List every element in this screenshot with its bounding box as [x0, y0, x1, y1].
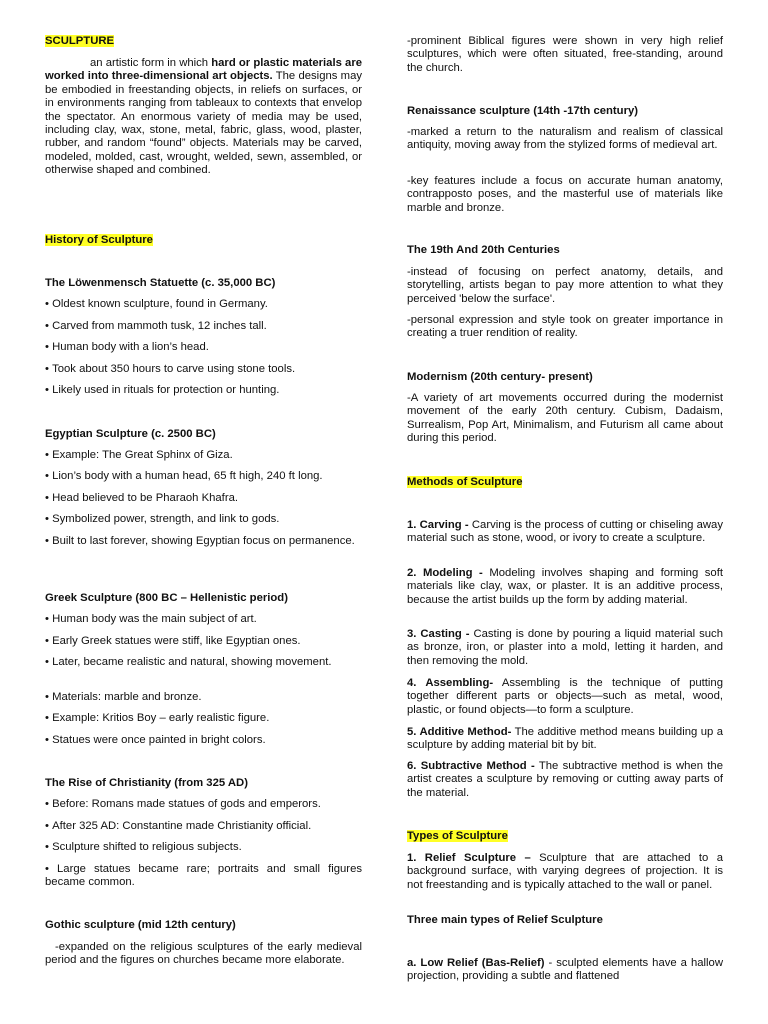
list-item: • Built to last forever, showing Egyptian focus on permanence.: [45, 535, 362, 548]
method-item: 4. Assembling- Assembling is the technique of putting together different parts or objects—such as metal, wood, plastic, or found objects—to form a sculpture.: [407, 677, 723, 716]
history-heading: History of Sculpture: [45, 234, 153, 246]
list-item: • Early Greek statues were stiff, like Egyptian ones.: [45, 635, 362, 648]
list-item: • Materials: marble and bronze.: [45, 691, 362, 704]
list-item: • After 325 AD: Constantine made Christianity official.: [45, 820, 362, 833]
document-title: SCULPTURE: [45, 35, 115, 47]
modernism-paragraph: -A variety of art movements occurred during the modernist movement of the early 20th century. Cubism, Dadaism, Surrealism, Pop Art, Minimalism, and Futurism all came about during this period.: [407, 392, 723, 445]
list-item: • Oldest known sculpture, found in Germany.: [45, 298, 362, 311]
list-item: • Symbolized power, strength, and link to gods.: [45, 513, 362, 526]
greek-heading: Greek Sculpture (800 BC – Hellenistic period): [45, 592, 288, 604]
list-item: • Likely used in rituals for protection or hunting.: [45, 384, 362, 397]
list-item: • Human body with a lion’s head.: [45, 341, 362, 354]
list-item: • Carved from mammoth tusk, 12 inches tall.: [45, 320, 362, 333]
relief-sculpture-item: 1. Relief Sculpture – Sculpture that are attached to a background surface, with varying degrees of projection. It is not freestanding and is typically attached to the wall or panel.: [407, 852, 723, 891]
method-item: 1. Carving - Carving is the process of cutting or chiseling away material such as stone, wood, or ivory to create a sculpture.: [407, 519, 723, 545]
list-item: • Large statues became rare; portraits and small figures became common.: [45, 863, 362, 890]
list-item: • Before: Romans made statues of gods and emperors.: [45, 798, 362, 811]
c19-20-paragraph-2: -personal expression and style took on greater importance in creating a truer rendition of reality.: [407, 314, 723, 340]
egyptian-heading: Egyptian Sculpture (c. 2500 BC): [45, 428, 216, 440]
c19-20-heading: The 19th And 20th Centuries: [407, 244, 560, 256]
list-item: • Example: The Great Sphinx of Giza.: [45, 449, 362, 462]
renaissance-heading: Renaissance sculpture (14th -17th century): [407, 105, 639, 117]
list-item: • Head believed to be Pharaoh Khafra.: [45, 492, 362, 505]
list-item: • Example: Kritios Boy – early realistic figure.: [45, 712, 362, 725]
list-item: • Lion’s body with a human head, 65 ft high, 240 ft long.: [45, 470, 362, 483]
renaissance-paragraph-2: -key features include a focus on accurate human anatomy, contrapposto poses, and the masterful use of materials like marble and bronze.: [407, 175, 723, 214]
method-item: 3. Casting - Casting is done by pouring a liquid material such as bronze, iron, or plaster into a mold, letting it harden, and then removing the mold.: [407, 628, 723, 667]
gothic-heading: Gothic sculpture (mid 12th century): [45, 919, 236, 931]
list-item: • Statues were once painted in bright colors.: [45, 734, 362, 747]
gothic-paragraph: -expanded on the religious sculptures of the early medieval period and the figures on churches became more elaborate.: [45, 941, 362, 967]
low-relief-item: a. Low Relief (Bas-Relief) - sculpted elements have a hallow projection, providing a subtle and flattened: [407, 957, 723, 983]
method-item: 5. Additive Method- The additive method means building up a sculpture by adding material bit by bit.: [407, 726, 723, 752]
list-item: • Later, became realistic and natural, showing movement.: [45, 656, 362, 669]
christianity-heading: The Rise of Christianity (from 325 AD): [45, 777, 248, 789]
types-heading: Types of Sculpture: [407, 830, 508, 842]
list-item: • Human body was the main subject of art.: [45, 613, 362, 626]
renaissance-paragraph-1: -marked a return to the naturalism and realism of classical antiquity, moving away from the stylized forms of medieval art.: [407, 126, 723, 152]
method-item: 6. Subtractive Method - The subtractive method is when the artist creates a sculpture by removing or cutting away parts of the material.: [407, 760, 723, 799]
list-item: • Took about 350 hours to carve using stone tools.: [45, 363, 362, 376]
gothic-continued-paragraph: -prominent Biblical figures were shown in very high relief sculptures, which were often situated, free-standing, around the church.: [407, 35, 723, 74]
modernism-heading: Modernism (20th century- present): [407, 371, 593, 383]
methods-heading: Methods of Sculpture: [407, 476, 523, 488]
relief-types-heading: Three main types of Relief Sculpture: [407, 914, 603, 926]
method-item: 2. Modeling - Modeling involves shaping and forming soft materials like clay, wax, or plaster. It is an additive process, because the artist builds up the form by adding material.: [407, 567, 723, 606]
c19-20-paragraph-1: -instead of focusing on perfect anatomy, details, and storytelling, artists began to pay more attention to what they perceived 'below the surface'.: [407, 266, 723, 305]
lowenmensch-heading: The Löwenmensch Statuette (c. 35,000 BC): [45, 277, 276, 289]
intro-paragraph: an artistic form in which hard or plastic materials are worked into three-dimensional art objects. The designs may be embodied in freestanding objects, in reliefs on surfaces, or in environments ranging from tableaux to contexts that envelop the spectator. An enormous variety of media may be used, including clay, wax, stone, metal, fabric, glass, wood, plaster, rubber, and random “found” objects. Materials may be carved, modeled, molded, cast, wrought, welded, sewn, assembled, or otherwise shaped and combined.: [45, 57, 363, 177]
list-item: • Sculpture shifted to religious subjects.: [45, 841, 362, 854]
